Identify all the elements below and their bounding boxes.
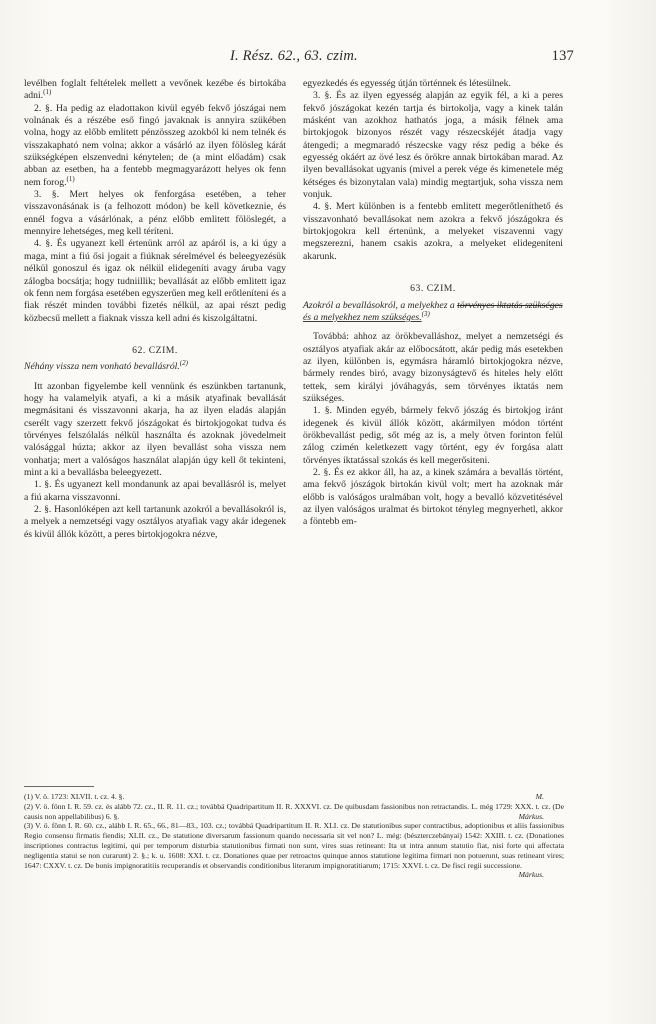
right-column <box>303 78 563 529</box>
section-heading: 63. CZIM. <box>410 283 456 295</box>
footnote-signature: M. <box>535 792 544 801</box>
footnote-ref: (2) <box>179 358 188 367</box>
underlined-text: és a melyekhez nem szükséges. <box>303 311 422 323</box>
paragraph: 4. §. És ugyanezt kell értenünk arról az apáról is, a ki úgy a maga, mint a fiú ősi jogait a fiúknak sérelmével és beleegyezésük nélkül gonoszul és igaz ok nélkül elidegeníti avagy áruba vagy zálogba bocsátja; hogy tudniillik; bevallását az előbb emlitett igaz ok fenn nem forgása esetében egyszerűen meg kell erőtleníteni és a fiak részét minden további fizetés nélkül, az apai részt pedig közbecsű mellett a fiaknak vissza kell adni és kiszolgáltatni. <box>24 238 286 324</box>
paragraph: 1. §. És ugyanezt kell mondanunk az apai bevallásról is, melyet a fiú akarna visszavonni. <box>24 479 286 503</box>
paragraph: levélben foglalt feltételek mellett a vevőnek kezébe és birtokába adni.$^{(1)}$ <box>24 78 286 102</box>
footnote-divider <box>24 786 94 787</box>
footnote: (1) V. ö. 1723: XLVII. t. cz. 4. §. M. <box>24 792 544 801</box>
paragraph: 3. §. Mert helyes ok fenforgása esetében, a teher visszavonásának is (a felhozott módon) be kell következnie, és ennél fogva a vásárlónak, a pénz előbb emlitett fölöslegét, a mennyire lehetséges, meg kell téríteni. <box>24 189 286 238</box>
footnote: (2) V. ö. fönn I. R. 59. cz. és alább 72. cz., II. R. 11. cz.; továbbá Quadripartitum II. R. XXXVI. cz. De quibusdam fassionibus non retractandis. L. még 1729: XXX. t. cz. (De causis non appellabilibus) 6. §. Márkus. <box>24 801 564 821</box>
left-column <box>24 78 286 541</box>
page-number: 137 <box>551 48 574 64</box>
footnote: (3) V. ö. fönn I. R. 60. cz., alább I. R. 65., 66., 81—83., 103. cz.; továbbá Quadripartitum II. R. XLI. cz. De statutionibus super contractibus, adoptionibus et aliis fassionibus Regio consensu firmatis fiendis; XLII. cz., De statutione diversarum fassionum quando necessaria sit vel non? L. még: (bészterczebányai) 1542: XXIII. t. cz. (Donationes inscriptiones contractus legitimi, qui per temporum disturbia statutionibus firmati non sunt, vires suas retineant: Ita ut intra annum statutio fiat, nisi forte qui affectata negligentia statui se non curarunt) 2. §.; k. u. 1608: XXI. t. cz. Donationes quae per retroactos quinque annos statutione legitima firmari non potuerunt, suas retineant vires; 1647: CXXV. t. cz. De bonis impignoratitiis recuperandis et observandis conditionibus literarum impignoratitiarum; 1715: XXVI. t. cz. De fisci regii successione. Márkus. <box>24 821 564 880</box>
paragraph: 2. §. És ez akkor áll, ha az, a kinek számára a bevallás történt, ama fekvő jószágok birtokán kivül volt; mert ha azoknak már előbb is valóságos uralmában volt, hogy a bevalló közvetitésével az ilyen valóságos uralmat és birtokot tényleg megnyerhetl, akkor a föntebb em- <box>303 466 563 528</box>
running-title: I. Rész. 62., 63. czim. <box>230 48 358 64</box>
paragraph: egyezkedés és egyesség útján történnek és létesülnek. <box>303 78 511 89</box>
paragraph: Továbbá: ahhoz az örökbevalláshoz, melyet a nemzetségi és osztályos atyafiak akár az előbocsátott, akár pedig más esetekben az ilyen, különben is, egymásra háramló birtokjogokra nézve, bármely rendes biró, avagy bizonyságtevő és hiteles hely előtt tettek, sem királyi jóváhagyás, sem törvényes iktatás nem szükséges. <box>303 331 563 404</box>
section-subtitle: Azokról a bevallásokról, a melyekhez a törvényes iktatás szükséges és a melyekhez nem szükséges.$^{(3)}$ <box>303 299 563 323</box>
paragraph: 2. §. Ha pedig az eladottakon kivül egyéb fekvő jószágai nem volnának és a részébe eső fingó javaknak is annyira szükében volna, hogy az előbb emlitett pénzösszeg azokból ki nem telnék és visszakapható nem volna; akkor a vásárló az ilyen fölösleg kárát szükségképen elszenvedni kénytelen; de (a mint előadám) csak abban az esetben, ha a fentebb megmagyarázott helyes ok fenn nem forog.$^{(1)}$ <box>24 102 286 188</box>
section-heading: 62. CZIM. <box>132 344 178 356</box>
footnote-ref: (1) <box>43 88 52 97</box>
paragraph: 1. §. Minden egyéb, bármely fekvő jószág és birtokjog iránt idegenek és kivül állók között, akármilyen módon történt örökbevallást pedig, sőt még az is, a mely ötven forinton felül zálog czimén keletkezett vagy történt, egy év forgása alatt törvényes iktatással szokás és kell megerősiteni. <box>303 405 563 466</box>
paragraph: Itt azonban figyelembe kell vennünk és eszünkben tartanunk, hogy ha valamelyik atyafi, a ki a másik atyafinak bevallását megmásitani és visszavonni akarja, ha az ilyen eladás alapján cserélt vagy szerzett fekvő jószágokat és birtokjogokat tudva és törvényes felszólalás nélkül használta és azoknak jövedelmeit valósággal húzta; akkor az ilyen bevallást soha vissza nem vonhatja; mert a valóságos használat alapján úgy kell őt tekinteni, mint a ki a bevallásba beleegyezett. <box>24 380 286 478</box>
footnote-ref: (1) <box>66 174 75 183</box>
footnote-signature: Márkus. <box>518 811 544 821</box>
running-head <box>0 48 656 68</box>
paragraph: 3. §. És az ilyen egyesség alapján az egyik fél, a ki a peres fekvő jószágokat kezén tartja és birtokolja, vagy a kinek talán másként van azokhoz hathatós joga, a másik félnek ama birtokjogok bizonyos részét vagy részecskéjét átadja vagy átengedi; a megmaradó részecske vagy rész pedig a béke és egyesség okáért az övé lesz és örökre annak birtokában marad. Az ilyen bevallásokat ugyanis (mivel a perek vége és kimenetele még kétséges és bizonytalan vala) mindig megtartjuk, soha vissza nem vonjuk. <box>303 90 563 201</box>
footnote-signature: Márkus. <box>518 870 544 880</box>
footnotes <box>24 792 564 880</box>
paragraph: 4. §. Mert különben is a fentebb emlitett megerőtleníthető és visszavonható bevallásokat nem azokra a fekvő jószágokra és birtokjogokra kell értenünk, a melyeket viszavenni vagy megszerezni, hanem csakis azokra, a melyeket elidegeníteni akarunk. <box>303 201 563 262</box>
footnote-ref: (3) <box>421 309 430 318</box>
paragraph: 2. §. Hasonlóképen azt kell tartanunk azokról a bevallásokról is, a melyek a nemzetségi vagy osztályos atyafiak vagy akár idegenek és kivül állók között, a peres birtokjogokra nézve, <box>24 504 286 540</box>
section-subtitle: Néhány vissza nem vonható bevallásról.$^{(2)}$ <box>24 358 188 373</box>
struck-text: törvényes iktatás szükséges <box>457 299 563 311</box>
